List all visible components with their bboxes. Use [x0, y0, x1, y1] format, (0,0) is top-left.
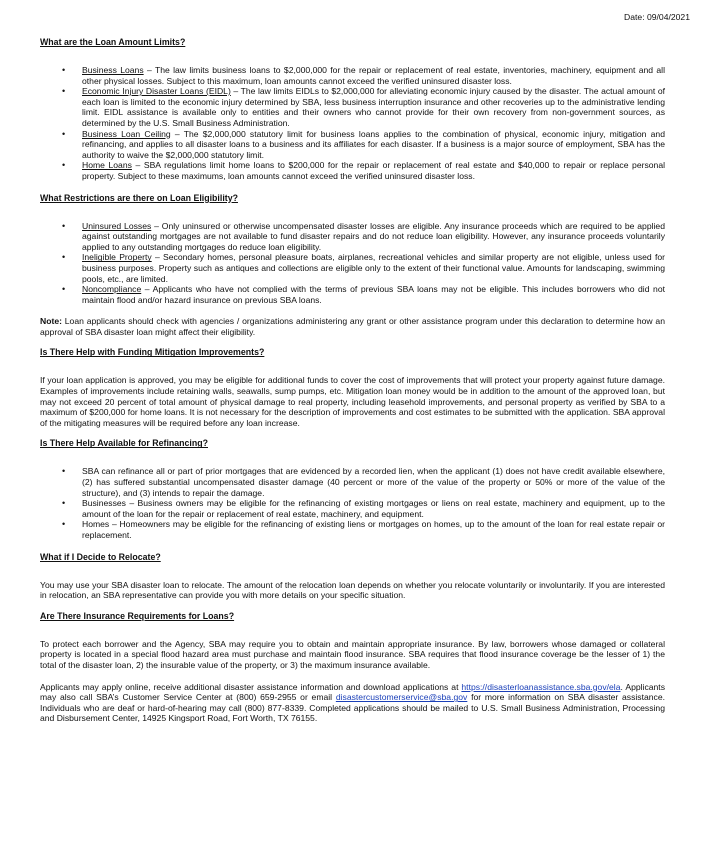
note-text: Loan applicants should check with agencies / organizations administering any grant or other assistance program under this declaration to determine how an approval of SBA disaster loan might affect their eligibility.	[40, 316, 665, 337]
heading-insurance: Are There Insurance Requirements for Loans?	[40, 610, 235, 621]
list-item	[40, 129, 665, 161]
term-label: Home Loans	[82, 160, 132, 171]
heading-relocate: What if I Decide to Relocate?	[40, 551, 161, 562]
list-item: • Businesses – Business owners may be eligible for the refinancing of existing mortgages or liens on real estate, machinery and equipment, up to the amount of the loan for the repair or replacement of real estate, machinery, and equipment.	[40, 498, 665, 519]
term-label: Noncompliance	[82, 284, 142, 295]
apply-paragraph	[40, 682, 665, 724]
list-item: • SBA can refinance all or part of prior mortgages that are evidenced by a recorded lien, when the applicant (1) does not have credit available elsewhere, (2) has suffered substantial uncompensated disaster damage (40 percent or more of the value of the property or 50% or more of the value of the structure), and (3) intends to repair the damage.	[40, 466, 665, 498]
term-label: Business Loan Ceiling	[82, 128, 171, 139]
mitigation-paragraph: If your loan application is approved, you may be eligible for additional funds to cover the cost of improvements that will protect your property against future damage. Examples of improvements include retaining walls, seawalls, sump pumps, etc. Mitigation loan money would be in addition to the amount of the approved loan, but may not exceed 20 percent of total amount of physical damage to real property, including leasehold improvements, and personal property as verified by SBA to a maximum of $200,000 for home loans. It is not necessary for the description of improvements and cost estimates to be submitted with the application. SBA approval of the mitigating measures will be required before any loan increase.	[40, 375, 665, 428]
refinancing-list	[40, 466, 665, 540]
heading-loan-limits: What are the Loan Amount Limits?	[40, 37, 186, 47]
list-item	[40, 65, 665, 86]
heading-mitigation: Is There Help with Funding Mitigation Improvements?	[40, 347, 265, 358]
term-label: Economic Injury Disaster Loans (EIDL)	[82, 86, 231, 97]
term-label: Ineligible Property	[82, 252, 152, 263]
item-text: – Secondary homes, personal pleasure boats, airplanes, recreational vehicles and similar property are not eligible, unless used for business purposes. Property such as antiques and collections are eligible only to the extent of their functional value. Amounts for landscaping, swimming pools, etc., are limited.	[82, 252, 665, 284]
insurance-paragraph: To protect each borrower and the Agency, SBA may require you to obtain and maintain appropriate insurance. By law, borrowers whose damaged or collateral property is located in a special flood hazard area must purchase and maintain flood insurance. SBA requires that flood insurance coverage be the lesser of 1) the total of the disaster loan, 2) the insurable value of the property, or 3) the maximum insurance available.	[40, 638, 665, 670]
item-text: – The law limits business loans to $2,000,000 for the repair or replacement of real estate, inventories, machinery, equipment and all other physical losses. Subject to this maximum, loan amounts cannot exceed the verified uninsured disaster loss.	[82, 65, 665, 86]
list-item	[40, 284, 665, 305]
list-item: • Homes – Homeowners may be eligible for the refinancing of existing liens or mortgages on homes, up to the amount of the loan for real estate repair or replacement.	[40, 519, 665, 540]
note-paragraph	[40, 316, 665, 337]
restrictions-list	[40, 221, 665, 306]
list-item	[40, 252, 665, 284]
application-link[interactable]: https://disasterloanassistance.sba.gov/ela	[461, 681, 621, 692]
item-text: – Applicants who have not complied with the terms of previous SBA loans may not be eligible. This includes borrowers who did not maintain flood and/or hazard insurance on previous SBA loans.	[82, 284, 665, 305]
note-label: Note:	[40, 316, 62, 327]
term-label: Uninsured Losses	[82, 220, 152, 231]
item-text: – Only uninsured or otherwise uncompensated disaster losses are eligible. Any insurance proceeds which are required to be applied against outstanding mortgages are not available to fund disaster repairs and do not reduce loan eligibility. However, any insurance proceeds voluntarily applied to any outstanding mortgages do reduce loan eligibility.	[82, 220, 665, 252]
apply-text-before: Applicants may apply online, receive additional disaster assistance information and download applications at	[40, 681, 462, 692]
relocate-paragraph: You may use your SBA disaster loan to relocate. The amount of the relocation loan depends on whether you relocate voluntarily or involuntarily. If you are interested in relocation, an SBA representative can provide you with more details on your specific situation.	[40, 579, 665, 601]
apply-text-middle: . Applicants may also call SBA’s Customer Service Center at (800) 659-2955 or email	[40, 681, 665, 703]
document-date: Date: 09/04/2021	[624, 12, 690, 22]
term-label: Business Loans	[82, 65, 144, 75]
list-item	[40, 160, 665, 181]
heading-restrictions: What Restrictions are there on Loan Eligibility?	[40, 192, 238, 203]
item-text: – The $2,000,000 statutory limit for business loans applies to the combination of physical, economic injury, mitigation and refinancing, and applies to all disaster loans to a business and its affiliates for each disaster. If a business is a major source of employment, SBA has the authority to waive the $2,000,000 statutory limit.	[82, 128, 665, 160]
customer-service-email-link[interactable]: disastercustomerservice@sba.gov	[335, 692, 468, 703]
heading-refinancing: Is There Help Available for Refinancing?	[40, 438, 208, 449]
item-text: – The law limits EIDLs to $2,000,000 for alleviating economic injury caused by the disaster. The actual amount of each loan is limited to the economic injury determined by SBA, less business interruption insurance and other recoveries up to the administrative lending limit. EIDL assistance is available only to entities and their owners who cannot provide for their own recovery from non-government sources, as determined by the U.S. Small Business Administration.	[82, 86, 666, 128]
item-text: – SBA regulations limit home loans to $200,000 for the repair or replacement of real estate and $40,000 to repair or replace personal property. Subject to these maximums, loan amounts cannot exceed the verified uninsured disaster loss.	[82, 160, 666, 181]
list-item	[40, 221, 665, 253]
list-item	[40, 86, 665, 128]
document-body	[40, 37, 665, 724]
apply-text-after: for more information on SBA disaster assistance. Individuals who are deaf or hard-of-hearing may call (800) 877-8339. Completed applications should be mailed to U.S. Small Business Administration, Processing and Disbursement Center, 14925 Kingsport Road, Fort Worth, TX 76155.	[40, 692, 666, 724]
loan-limits-list	[40, 65, 665, 182]
